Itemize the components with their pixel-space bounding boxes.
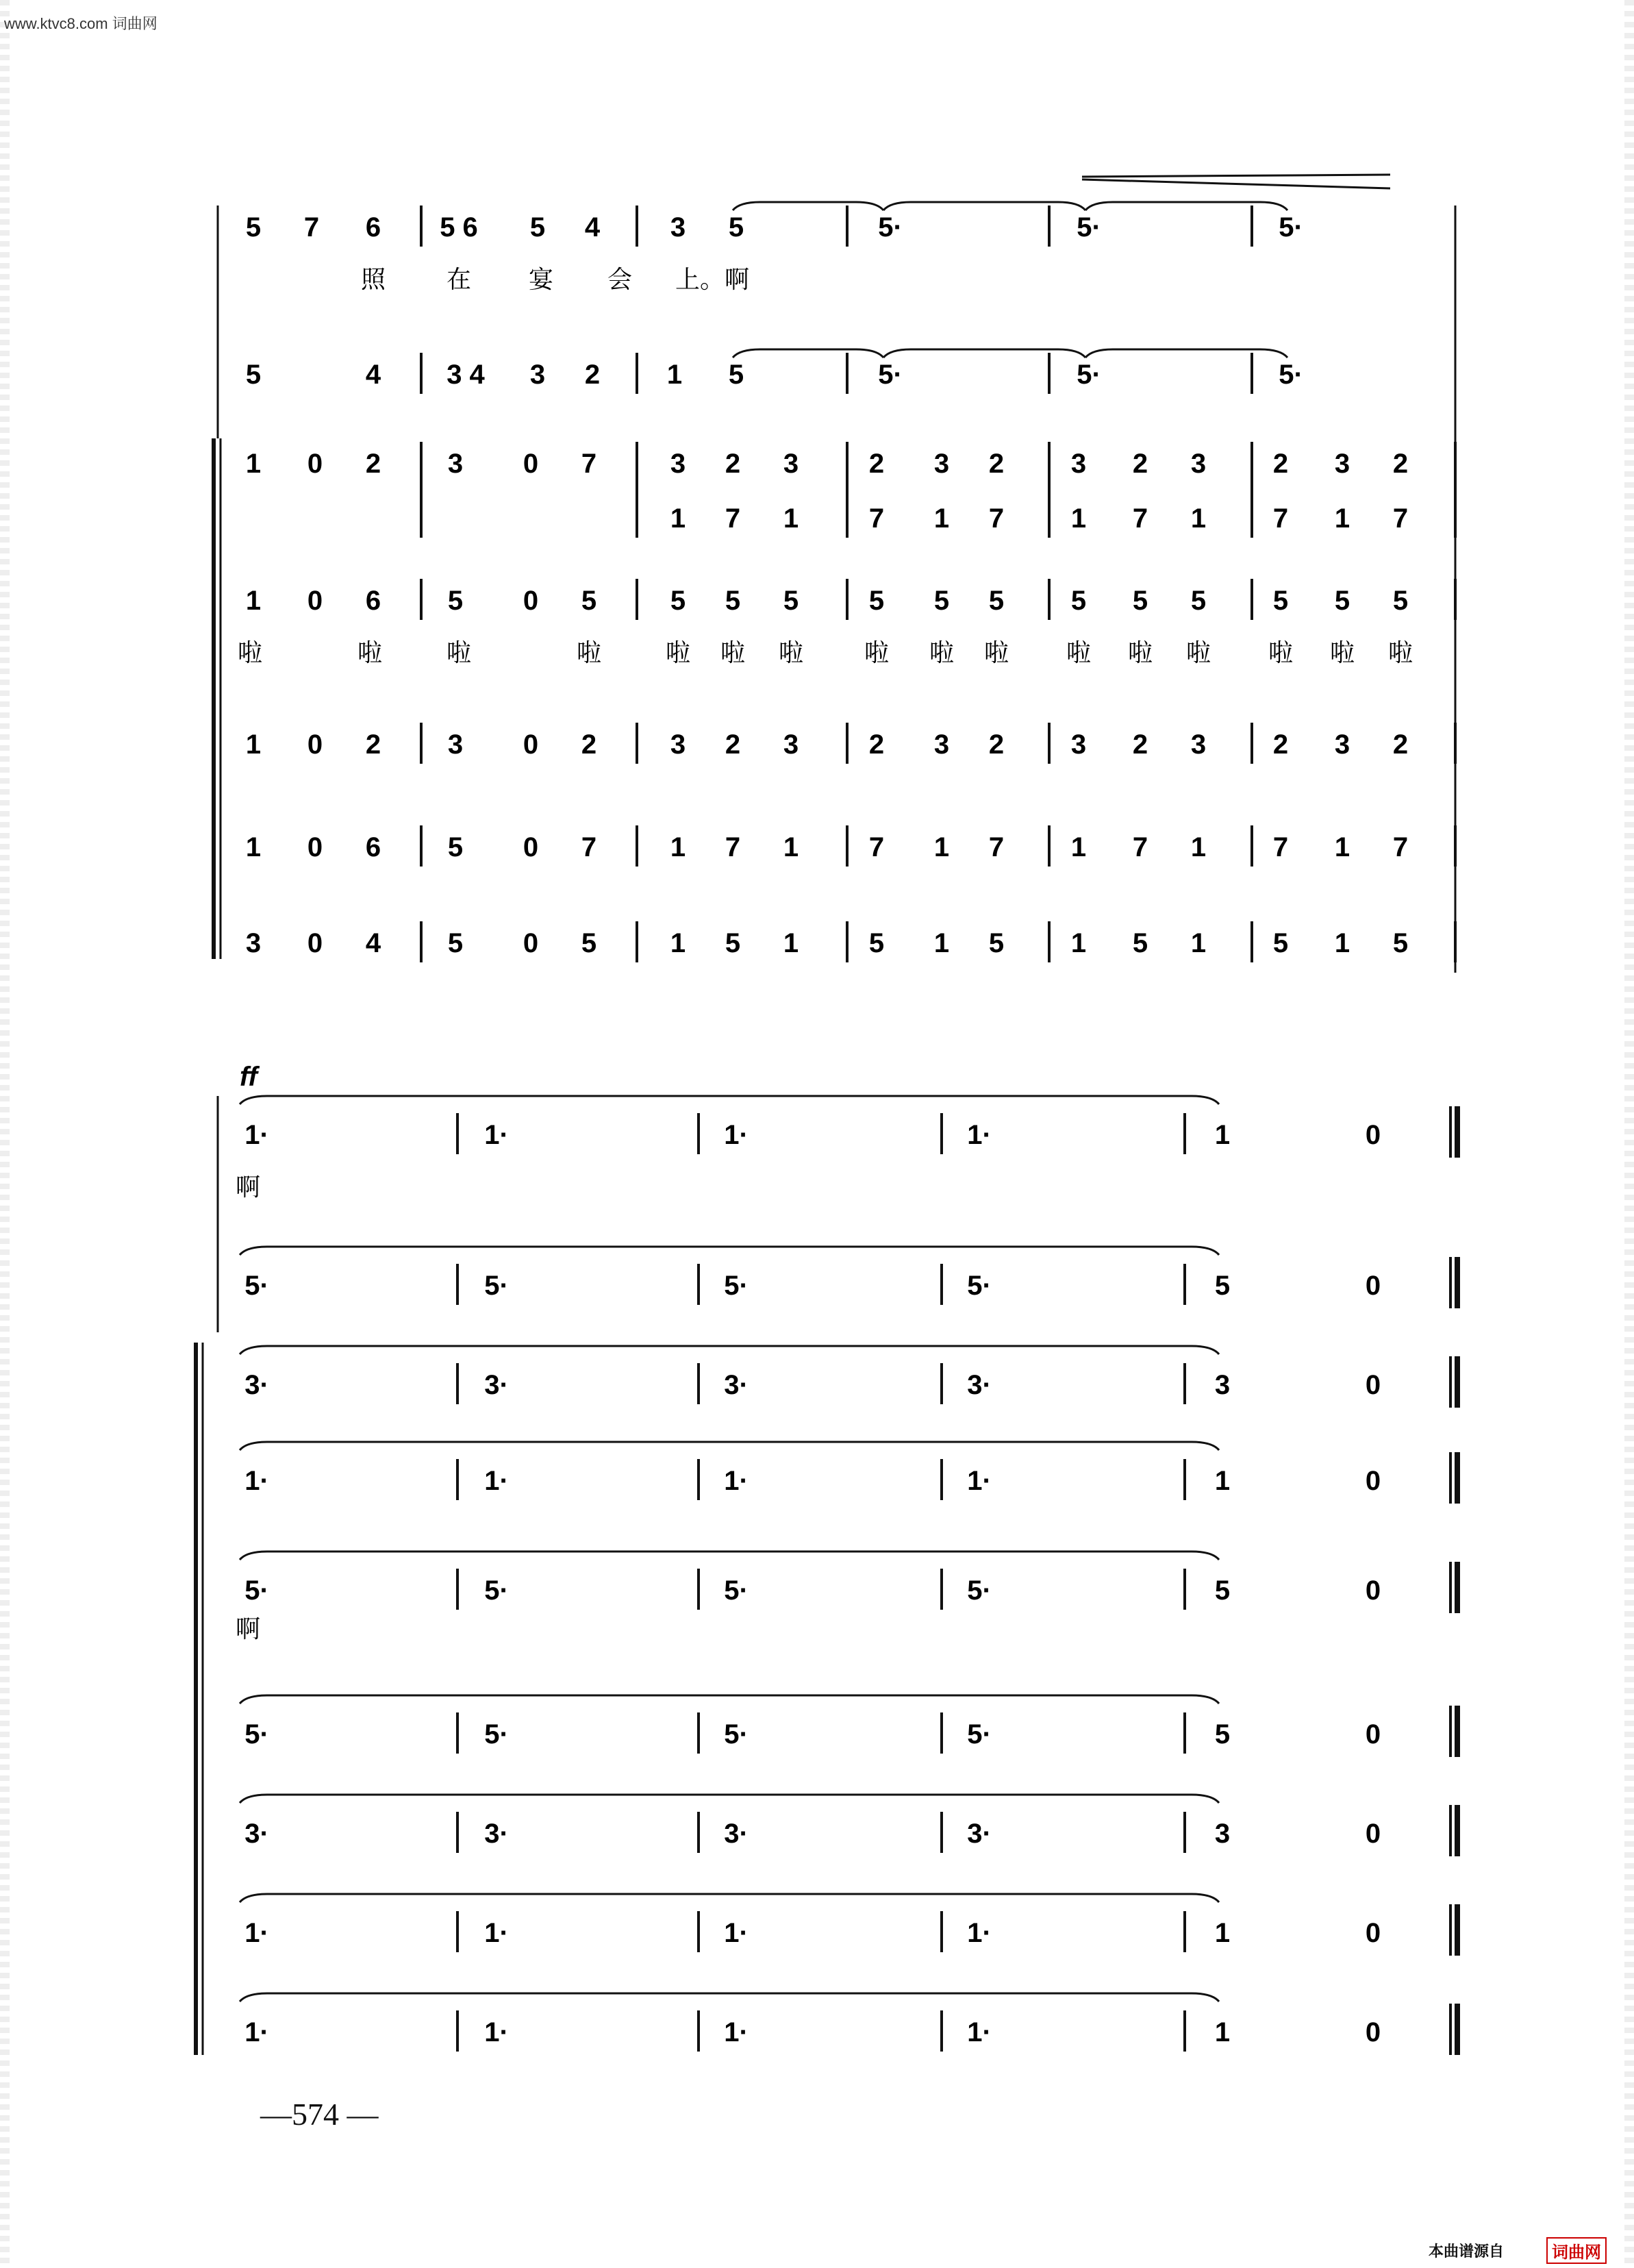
note: 2 — [581, 730, 597, 760]
note: 1 — [245, 449, 262, 479]
note: 3· — [724, 1370, 749, 1400]
note: 7 — [988, 832, 1005, 862]
lyric-word: 宴 — [528, 265, 554, 293]
note: 4 — [365, 928, 381, 958]
note: 0 — [307, 730, 323, 760]
lyric-la: 啦 — [665, 638, 691, 666]
note: 3 — [1334, 730, 1350, 760]
note: 2 — [868, 730, 885, 760]
note: 3 — [783, 449, 799, 479]
note: 3· — [244, 1819, 269, 1849]
note: 5· — [1077, 212, 1101, 242]
note: 7 — [868, 832, 885, 862]
note: 2 — [725, 730, 741, 760]
note: 2 — [1392, 730, 1409, 760]
note: 1· — [967, 1120, 992, 1150]
tie-arc — [240, 1247, 1219, 1255]
note: 1 — [1334, 503, 1350, 534]
note: 0 — [1365, 2017, 1381, 2047]
note: 1· — [724, 1120, 749, 1150]
note: 5 — [1132, 586, 1148, 616]
note: 2 — [1272, 730, 1289, 760]
note: 5· — [244, 1719, 269, 1749]
lyric-la: 啦 — [929, 638, 955, 666]
note: 7 — [868, 503, 885, 534]
note: 1 — [1214, 1466, 1231, 1496]
note: 5 — [245, 212, 262, 242]
note: 3 4 — [447, 360, 485, 390]
lyric-la: 啦 — [1387, 638, 1413, 666]
note: 3 — [670, 730, 686, 760]
note: 6 — [365, 212, 381, 242]
note: 7 — [1132, 503, 1148, 534]
note: 5· — [484, 1271, 509, 1301]
note: 7 — [1272, 832, 1289, 862]
note: 5· — [484, 1719, 509, 1749]
note: 1· — [484, 1918, 509, 1948]
note: 0 — [1365, 1271, 1381, 1301]
note: 1· — [244, 2017, 269, 2047]
note: 5 — [725, 928, 741, 958]
note: 1· — [484, 1466, 509, 1496]
note: 3 — [933, 449, 950, 479]
lyric-la: 啦 — [237, 638, 263, 666]
site-header: www.ktvc8.com 词曲网 — [4, 15, 158, 32]
note: 1 — [1070, 503, 1087, 534]
note: 5· — [878, 212, 903, 242]
note: 5 — [868, 928, 885, 958]
crescendo-line — [1082, 179, 1390, 188]
note: 0 — [307, 449, 323, 479]
note: 1· — [244, 1120, 269, 1150]
note: 5 — [1070, 586, 1087, 616]
note: 5 — [670, 586, 686, 616]
tie-arc — [240, 1894, 1219, 1902]
note: 7 — [725, 503, 741, 534]
note: 1 — [783, 503, 799, 534]
tie-arc — [733, 202, 883, 210]
note: 7 — [1132, 832, 1148, 862]
note: 3 — [245, 928, 262, 958]
tie-arc — [883, 202, 1085, 210]
note: 1· — [724, 2017, 749, 2047]
note: 7 — [1272, 503, 1289, 534]
note: 0 — [1365, 1819, 1381, 1849]
note: 3 — [1334, 449, 1350, 479]
note: 0 — [1365, 1466, 1381, 1496]
note: 1 — [245, 730, 262, 760]
lyric-la: 啦 — [778, 638, 804, 666]
lyric-word: 在 — [446, 265, 472, 293]
note: 4 — [584, 212, 601, 242]
note: 7 — [1392, 503, 1409, 534]
note: 1· — [967, 2017, 992, 2047]
note: 3 — [1070, 449, 1087, 479]
note: 1 — [933, 832, 950, 862]
note: 0 — [307, 928, 323, 958]
tie-arc — [1085, 349, 1287, 358]
note: 5· — [1279, 360, 1303, 390]
note: 1· — [724, 1918, 749, 1948]
note: 1 — [783, 832, 799, 862]
note: 5· — [967, 1575, 992, 1606]
note: 5· — [244, 1575, 269, 1606]
note: 2 — [1132, 449, 1148, 479]
note: 5 — [529, 212, 546, 242]
note: 3 — [1214, 1819, 1231, 1849]
lyric-word: 上。啊 — [675, 265, 750, 293]
note: 1 — [1214, 1120, 1231, 1150]
note: 2 — [988, 730, 1005, 760]
note: 3 — [447, 449, 464, 479]
site-logo: 词曲网 — [1546, 2237, 1607, 2264]
tie-arc — [240, 1695, 1219, 1704]
note: 5 — [1272, 586, 1289, 616]
note: 7 — [988, 503, 1005, 534]
note: 3 — [933, 730, 950, 760]
note: 0 — [1365, 1918, 1381, 1948]
note: 3· — [967, 1370, 992, 1400]
note: 3 — [1070, 730, 1087, 760]
note: 5 — [728, 360, 744, 390]
note: 1 — [670, 928, 686, 958]
note: 5 — [988, 928, 1005, 958]
note: 1· — [724, 1466, 749, 1496]
note: 5 — [447, 928, 464, 958]
note: 1· — [244, 1918, 269, 1948]
note: 5 — [1190, 586, 1207, 616]
tie-arc — [733, 349, 883, 358]
dynamic-marking: ff — [240, 1062, 257, 1092]
note: 5· — [1279, 212, 1303, 242]
tie-arc — [240, 1795, 1219, 1803]
note: 1 — [1190, 503, 1207, 534]
lyric-la: 啦 — [864, 638, 890, 666]
note: 7 — [581, 449, 597, 479]
note: 5 — [1214, 1575, 1231, 1606]
note: 2 — [1132, 730, 1148, 760]
note: 5· — [484, 1575, 509, 1606]
note: 5 — [933, 586, 950, 616]
note: 2 — [988, 449, 1005, 479]
note: 5 — [725, 586, 741, 616]
note: 5 — [1392, 586, 1409, 616]
note: 3 — [670, 449, 686, 479]
note: 5 — [1214, 1271, 1231, 1301]
note: 0 — [307, 832, 323, 862]
note: 0 — [307, 586, 323, 616]
note: 3· — [484, 1819, 509, 1849]
note: 0 — [1365, 1120, 1381, 1150]
note: 5 — [1392, 928, 1409, 958]
note: 3 — [1190, 730, 1207, 760]
lyric-la: 啦 — [446, 638, 472, 666]
note: 0 — [523, 928, 539, 958]
note: 1 — [1334, 928, 1350, 958]
source-text: 本曲谱源自 — [1428, 2243, 1504, 2260]
note: 5· — [724, 1271, 749, 1301]
lyric-la: 啦 — [1066, 638, 1092, 666]
note: 0 — [523, 586, 539, 616]
lyric-la: 啦 — [576, 638, 602, 666]
note: 2 — [1392, 449, 1409, 479]
tie-arc — [883, 349, 1085, 358]
note: 5· — [967, 1271, 992, 1301]
note: 5 6 — [440, 212, 478, 242]
lyric-la: 啦 — [1268, 638, 1294, 666]
note: 5· — [1077, 360, 1101, 390]
note: 0 — [523, 832, 539, 862]
lyric-word: 啊 — [235, 1173, 261, 1201]
lyric-la: 啦 — [1329, 638, 1355, 666]
note: 0 — [1365, 1719, 1381, 1749]
note: 1 — [1334, 832, 1350, 862]
lyric-word: 啊 — [235, 1615, 261, 1643]
note: 5 — [1132, 928, 1148, 958]
note: 3 — [529, 360, 546, 390]
note: 0 — [1365, 1370, 1381, 1400]
note: 1 — [666, 360, 683, 390]
lyric-la: 啦 — [720, 638, 746, 666]
note: 1 — [1070, 928, 1087, 958]
note: 5 — [1214, 1719, 1231, 1749]
note: 1· — [484, 1120, 509, 1150]
note: 5 — [868, 586, 885, 616]
note: 3· — [484, 1370, 509, 1400]
note: 2 — [584, 360, 601, 390]
lyric-la: 啦 — [1185, 638, 1211, 666]
tie-arc — [1085, 202, 1287, 210]
note: 5 — [783, 586, 799, 616]
note: 5· — [878, 360, 903, 390]
note: 1 — [1190, 832, 1207, 862]
note: 1 — [245, 832, 262, 862]
tie-arc — [240, 1552, 1219, 1560]
note: 5· — [244, 1271, 269, 1301]
note: 2 — [1272, 449, 1289, 479]
note: 0 — [523, 449, 539, 479]
note: 3· — [724, 1819, 749, 1849]
note: 5· — [724, 1719, 749, 1749]
note: 3 — [1190, 449, 1207, 479]
note: 1 — [1070, 832, 1087, 862]
note: 1 — [1214, 1918, 1231, 1948]
note: 1 — [1214, 2017, 1231, 2047]
note: 5 — [447, 832, 464, 862]
lyric-la: 啦 — [983, 638, 1009, 666]
note: 0 — [1365, 1575, 1381, 1606]
note: 1 — [933, 928, 950, 958]
lyric-word: 会 — [607, 265, 633, 293]
note: 2 — [365, 730, 381, 760]
note: 1· — [967, 1918, 992, 1948]
note: 5 — [728, 212, 744, 242]
tie-arc — [240, 1442, 1219, 1450]
note: 7 — [581, 832, 597, 862]
note: 1· — [967, 1466, 992, 1496]
note: 6 — [365, 832, 381, 862]
note: 5 — [447, 586, 464, 616]
note: 1· — [484, 2017, 509, 2047]
note: 3 — [1214, 1370, 1231, 1400]
note: 1 — [933, 503, 950, 534]
note: 3· — [244, 1370, 269, 1400]
note: 4 — [365, 360, 381, 390]
page-number: —574 — — [260, 2097, 379, 2132]
tie-arc — [240, 1346, 1219, 1354]
note: 5· — [967, 1719, 992, 1749]
note: 2 — [365, 449, 381, 479]
note: 2 — [725, 449, 741, 479]
note: 5 — [1272, 928, 1289, 958]
note: 1 — [783, 928, 799, 958]
note: 5· — [724, 1575, 749, 1606]
note: 3 — [447, 730, 464, 760]
tie-arc — [240, 1096, 1219, 1104]
note: 3 — [670, 212, 686, 242]
note: 1 — [245, 586, 262, 616]
note: 5 — [1334, 586, 1350, 616]
note: 1 — [670, 832, 686, 862]
note: 5 — [988, 586, 1005, 616]
lyric-la: 啦 — [357, 638, 383, 666]
note: 1 — [670, 503, 686, 534]
lyric-word: 照 — [360, 265, 386, 293]
note: 3· — [967, 1819, 992, 1849]
note: 1 — [1190, 928, 1207, 958]
tie-arc — [240, 1993, 1219, 2002]
note: 5 — [581, 928, 597, 958]
note: 7 — [303, 212, 320, 242]
lyric-la: 啦 — [1127, 638, 1153, 666]
note: 5 — [245, 360, 262, 390]
note: 7 — [725, 832, 741, 862]
note: 6 — [365, 586, 381, 616]
note: 2 — [868, 449, 885, 479]
crescendo-line — [1082, 175, 1390, 177]
note: 1· — [244, 1466, 269, 1496]
note: 7 — [1392, 832, 1409, 862]
note: 0 — [523, 730, 539, 760]
note: 3 — [783, 730, 799, 760]
note: 5 — [581, 586, 597, 616]
